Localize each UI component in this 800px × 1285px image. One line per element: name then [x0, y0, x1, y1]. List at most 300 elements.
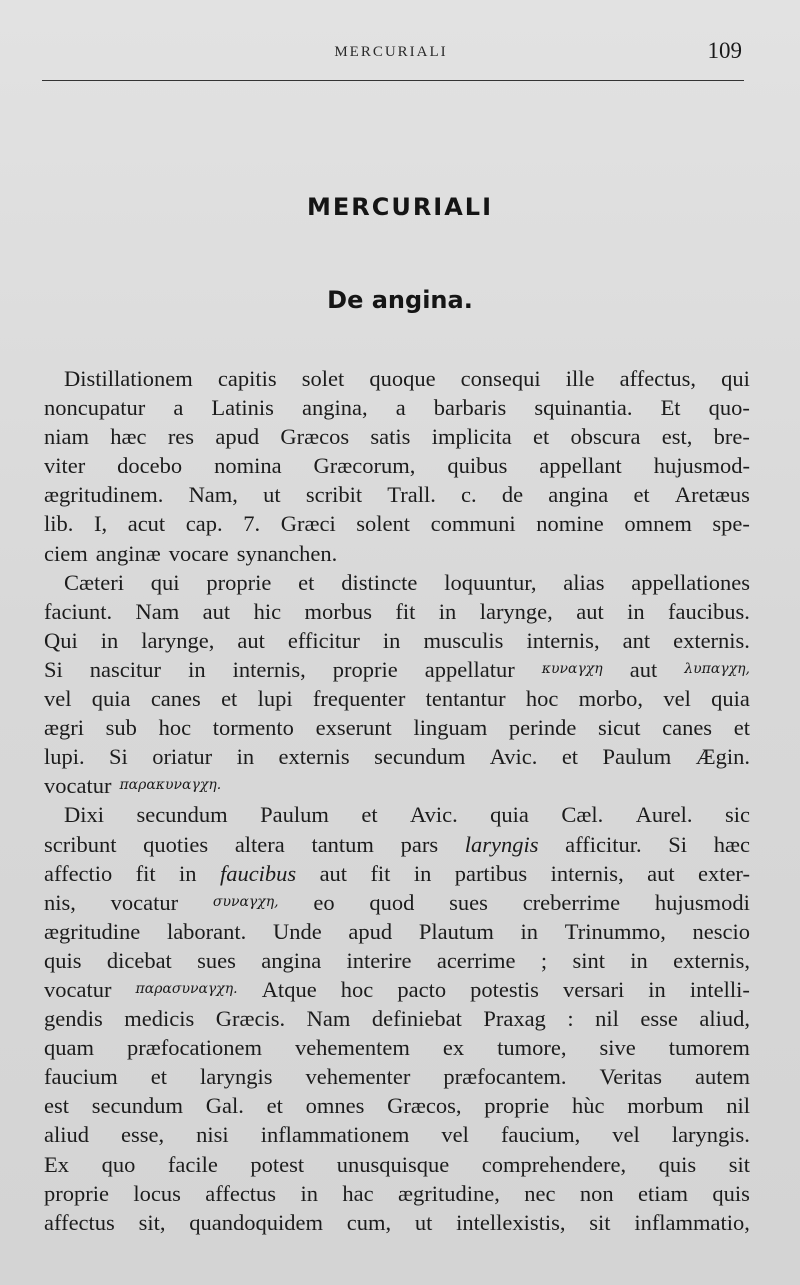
word: est	[44, 1093, 69, 1119]
header-rule	[42, 80, 744, 81]
word: internis,	[232, 656, 306, 682]
word: Nam	[306, 1006, 351, 1032]
word: et	[221, 686, 238, 712]
word: unusquisque	[336, 1151, 450, 1177]
word: acerrime	[436, 947, 516, 973]
word: vehementem	[294, 1035, 410, 1061]
word: scribunt	[44, 831, 117, 857]
word: Si	[109, 744, 128, 770]
word: secundum	[91, 1093, 183, 1119]
word: quam	[44, 1035, 94, 1061]
word: morbo,	[578, 686, 644, 712]
word: aut	[319, 860, 348, 886]
running-head	[40, 36, 742, 76]
word: facile	[167, 1151, 218, 1177]
word: vocatur	[44, 773, 112, 799]
word: quandoquidem	[189, 1209, 323, 1235]
word: sint	[572, 947, 605, 973]
word: angina	[261, 947, 322, 973]
word: nis,	[44, 889, 76, 915]
word: Græcorum,	[313, 453, 416, 479]
word: ægritudine,	[397, 1180, 500, 1206]
word: implicita	[431, 424, 512, 450]
word: angina	[548, 482, 609, 508]
word: vehementer	[305, 1064, 411, 1090]
word: hujusmodi	[654, 889, 750, 915]
word: tentantur	[425, 686, 506, 712]
word: Distillationem	[64, 366, 193, 391]
word: qui	[150, 569, 180, 595]
word: Aretæus	[674, 482, 750, 508]
word: laryngis.	[671, 1122, 750, 1148]
word: et	[561, 744, 579, 770]
text-line	[44, 771, 750, 800]
word: sub	[105, 715, 137, 741]
word: exserunt	[315, 715, 392, 741]
word: scribit	[305, 482, 363, 508]
word: Atque	[261, 976, 317, 1002]
word: interire	[346, 947, 412, 973]
word: acut	[127, 511, 166, 537]
word: sive	[599, 1035, 636, 1061]
word: potestis	[470, 976, 539, 1002]
text-line	[44, 393, 750, 422]
word: aut	[647, 860, 675, 886]
word: locus	[133, 1180, 181, 1206]
word: Avic.	[489, 744, 538, 770]
word: inflammationem	[260, 1122, 410, 1148]
word: intelli-	[689, 976, 750, 1002]
word: appellant	[539, 453, 622, 479]
word: pacto	[397, 976, 447, 1002]
word: versari	[563, 976, 625, 1002]
word: larynge,	[141, 627, 215, 653]
word: nescio	[692, 918, 750, 944]
word: hoc	[525, 686, 559, 712]
word: ;	[540, 947, 548, 973]
word: aut	[202, 598, 231, 624]
word: loquuntur,	[444, 569, 537, 595]
word: larynge,	[479, 598, 553, 624]
word: appellationes	[631, 569, 750, 595]
word: internis,	[526, 627, 600, 653]
word: Qui	[44, 627, 78, 653]
word: et	[733, 715, 750, 741]
word: quis	[44, 947, 82, 973]
word: faucibus.	[668, 598, 750, 624]
word: laryngis	[199, 1064, 273, 1090]
text-line	[44, 1120, 750, 1149]
word: omnes	[305, 1093, 365, 1119]
word: comprehendere,	[481, 1151, 627, 1177]
greek-term: παρασυναγχη.	[135, 980, 238, 997]
word: ant	[622, 627, 651, 653]
word: sit	[589, 1209, 611, 1235]
word: aut	[629, 656, 658, 682]
word: in	[236, 744, 255, 770]
word: synanchen.	[236, 540, 338, 566]
word: hæc	[110, 424, 147, 450]
word: aut	[237, 627, 265, 653]
word: et	[633, 482, 650, 508]
word: in	[188, 656, 206, 682]
word: Latinis	[211, 395, 274, 421]
greek-term: παρακυναγχη.	[119, 777, 222, 794]
word: squinantia.	[534, 395, 633, 421]
word: distincte	[341, 569, 418, 595]
word: partibus	[454, 860, 528, 886]
word: efficitur	[287, 627, 360, 653]
word: morbum	[627, 1093, 704, 1119]
word: ex	[442, 1035, 465, 1061]
word: hujusmod-	[653, 453, 750, 479]
text-line	[44, 422, 750, 451]
word: affectus	[44, 1209, 115, 1235]
word: Si	[668, 831, 688, 857]
word: hic	[253, 598, 282, 624]
word: tumorem	[668, 1035, 750, 1061]
text-line	[44, 684, 750, 713]
word: canes	[662, 715, 713, 741]
word: Trall.	[387, 482, 436, 508]
word: ut	[263, 482, 281, 508]
word: Trinummo,	[564, 918, 666, 944]
word: spe-	[712, 511, 750, 537]
word: Plautum	[418, 918, 494, 944]
word: faciunt.	[44, 598, 113, 624]
word: exter-	[697, 860, 750, 886]
word: quod	[369, 889, 415, 915]
word: appellatur	[424, 656, 515, 682]
word: quis	[712, 1180, 750, 1206]
word: Græcis.	[215, 1006, 286, 1032]
text-line	[44, 364, 750, 393]
word: vel	[612, 1122, 640, 1148]
word: sues	[197, 947, 236, 973]
word: externis,	[673, 947, 750, 973]
word: potest	[250, 1151, 305, 1177]
word: Praxag	[483, 1006, 546, 1032]
word: Avic.	[410, 802, 458, 828]
word: proprie	[206, 569, 272, 595]
word: quo	[101, 1151, 136, 1177]
word: alias	[563, 569, 605, 595]
word: secundum	[136, 802, 228, 828]
text-line	[44, 917, 750, 946]
word: canes	[150, 686, 201, 712]
word: sicut	[597, 715, 641, 741]
word: nisi	[196, 1122, 229, 1148]
word: :	[567, 1006, 574, 1032]
word: ægri	[44, 715, 85, 741]
word: vel	[441, 1122, 469, 1148]
word: et	[150, 1064, 167, 1090]
word: pars	[400, 831, 439, 857]
text-line	[44, 1150, 750, 1179]
text-line	[44, 1004, 750, 1033]
word: inflammatio,	[634, 1209, 750, 1235]
word: aut	[576, 598, 604, 624]
word: nomine	[536, 511, 604, 537]
word: musculis	[423, 627, 504, 653]
text-line	[44, 1208, 750, 1237]
word: quo-	[708, 395, 750, 421]
word: quoties	[143, 831, 209, 857]
word: capitis	[217, 366, 277, 391]
word: in	[413, 860, 432, 886]
word: c.	[461, 482, 477, 508]
text-line	[44, 713, 750, 742]
body-text	[44, 364, 750, 1237]
word: apud	[348, 918, 393, 944]
word: proprie	[332, 656, 398, 682]
word: et	[532, 424, 550, 450]
word: sit	[728, 1151, 750, 1177]
word: hoc	[158, 715, 192, 741]
word: et	[361, 802, 378, 828]
word: obscura	[570, 424, 641, 450]
word: vocare	[168, 540, 229, 566]
word: qui	[721, 366, 750, 391]
word: Paulum	[602, 744, 672, 770]
word: proprie	[484, 1093, 550, 1119]
word: præfocantem.	[443, 1064, 567, 1090]
word: in	[630, 947, 648, 973]
word: laryngis	[464, 831, 539, 857]
word: vocatur	[110, 889, 179, 915]
text-line	[44, 888, 750, 917]
word: externis.	[673, 627, 750, 653]
word: etiam	[638, 1180, 688, 1206]
word: quia	[91, 686, 131, 712]
word: niam	[44, 424, 89, 450]
word: Paulum	[260, 802, 329, 828]
text-line	[44, 626, 750, 655]
word: affectio	[44, 860, 113, 886]
text-line	[44, 1062, 750, 1091]
word: dicebat	[106, 947, 172, 973]
word: tormento	[212, 715, 294, 741]
text-line	[44, 509, 750, 538]
word: fit	[370, 860, 391, 886]
word: noncupatur	[44, 395, 146, 421]
word: esse,	[121, 1122, 165, 1148]
word: communi	[430, 511, 516, 537]
word: medicis	[124, 1006, 195, 1032]
greek-term: κυναγχη	[541, 660, 603, 677]
text-line	[44, 859, 750, 888]
word: fit	[135, 860, 156, 886]
word: in	[179, 860, 197, 886]
word: lib.	[44, 511, 74, 537]
word: morbus	[304, 598, 372, 624]
word: intellexistis,	[456, 1209, 566, 1235]
word: creberrime	[522, 889, 621, 915]
word: autem	[695, 1064, 750, 1090]
word: in	[382, 627, 401, 653]
word: Si	[44, 656, 63, 682]
chapter-title: MERCURIALI	[306, 193, 494, 221]
text-line	[44, 975, 750, 1004]
word: quia	[490, 802, 529, 828]
word: in	[438, 598, 457, 624]
word: perinde	[508, 715, 577, 741]
word: quibus	[447, 453, 508, 479]
text-line	[44, 568, 750, 597]
word: nomina	[214, 453, 282, 479]
word: faucium	[44, 1064, 118, 1090]
word: consequi	[460, 366, 541, 391]
word: tumore,	[497, 1035, 567, 1061]
word: hoc	[340, 976, 374, 1002]
word: eo	[313, 889, 335, 915]
word: et	[266, 1093, 283, 1119]
text-line	[44, 946, 750, 975]
text-line	[44, 451, 750, 480]
word: nil	[726, 1093, 750, 1119]
word: nil	[595, 1006, 619, 1032]
word: sic	[724, 802, 750, 828]
word: lupi	[257, 686, 293, 712]
word: sit,	[138, 1209, 166, 1235]
word: affectus	[205, 1180, 277, 1206]
page-number: 109	[707, 38, 742, 63]
word: Græcos	[280, 424, 350, 450]
text-line	[44, 597, 750, 626]
word: Ægin.	[695, 744, 750, 770]
word: cum,	[346, 1209, 392, 1235]
word: nascitur	[89, 656, 162, 682]
text-line	[44, 539, 750, 568]
word: ciem	[44, 540, 88, 566]
word: Cæl.	[561, 802, 604, 828]
word: est,	[661, 424, 693, 450]
word: bre-	[713, 424, 750, 450]
word: vel	[663, 686, 691, 712]
word: a	[395, 395, 406, 421]
word: Unde	[272, 918, 322, 944]
word: 7.	[243, 511, 261, 537]
word: apud	[215, 424, 260, 450]
word: Et	[660, 395, 681, 421]
word: hac	[342, 1180, 374, 1206]
word: quis	[658, 1151, 697, 1177]
word: Nam,	[188, 482, 238, 508]
word: fit	[395, 598, 416, 624]
word: definiebat	[371, 1006, 462, 1032]
word: viter	[44, 453, 86, 479]
word: ut	[414, 1209, 433, 1235]
word: Græci	[280, 511, 336, 537]
word: aliud	[44, 1122, 89, 1148]
word: frequenter	[312, 686, 406, 712]
word: gendis	[44, 1006, 103, 1032]
text-line	[44, 742, 750, 771]
word: hæc	[713, 831, 750, 857]
text-line	[44, 800, 750, 829]
word: angina,	[302, 395, 368, 421]
word: linguam	[413, 715, 488, 741]
text-line	[44, 480, 750, 509]
word: ægritudinem.	[44, 482, 164, 508]
text-line	[44, 1091, 750, 1120]
word: omnem	[624, 511, 692, 537]
word: in	[627, 598, 645, 624]
word: solet	[301, 366, 345, 391]
word: a	[173, 395, 184, 421]
word: externis	[278, 744, 350, 770]
word: in	[300, 1180, 318, 1206]
word: esse	[640, 1006, 678, 1032]
word: tantum	[311, 831, 374, 857]
word: barbaris	[433, 395, 507, 421]
section-title: De angina.	[327, 286, 473, 314]
text-line	[44, 1179, 750, 1208]
word: I,	[93, 511, 108, 537]
greek-term: λυπαγχη,	[684, 660, 750, 677]
word: docebo	[117, 453, 183, 479]
word: Nam	[135, 598, 180, 624]
word: hùc	[571, 1093, 605, 1119]
word: nec	[524, 1180, 556, 1206]
word: internis,	[550, 860, 624, 886]
word: lupi.	[44, 744, 85, 770]
word: Aurel.	[635, 802, 693, 828]
word: Græcos,	[387, 1093, 462, 1119]
word: Cæteri	[64, 569, 124, 595]
word: proprie	[44, 1180, 109, 1206]
text-line	[44, 655, 750, 684]
word: non	[579, 1180, 614, 1206]
word: præfocationem	[126, 1035, 262, 1061]
word: vocatur	[44, 976, 112, 1002]
word: secundum	[374, 744, 466, 770]
text-line	[44, 1033, 750, 1062]
word: anginæ	[95, 540, 161, 566]
word: ægritudine	[44, 918, 141, 944]
word: solent	[356, 511, 411, 537]
word: quoque	[369, 366, 436, 391]
word: in	[100, 627, 119, 653]
word: in	[648, 976, 666, 1002]
word: affectus,	[619, 366, 697, 391]
text-line	[44, 830, 750, 859]
word: ille	[565, 366, 595, 391]
word: faucium,	[500, 1122, 581, 1148]
word: quia	[711, 686, 750, 712]
word: Veritas	[599, 1064, 662, 1090]
word: res	[167, 424, 195, 450]
word: Gal.	[205, 1093, 244, 1119]
word: cap.	[185, 511, 223, 537]
word: satis	[370, 424, 411, 450]
word: in	[520, 918, 539, 944]
word: afficitur.	[565, 831, 642, 857]
word: aliud,	[699, 1006, 750, 1032]
word: sues	[449, 889, 488, 915]
greek-term: συναγχη,	[212, 893, 279, 910]
word: Dixi	[64, 802, 105, 828]
word: et	[298, 569, 315, 595]
word: Ex	[44, 1151, 69, 1177]
word: vel	[44, 686, 72, 712]
word: altera	[234, 831, 285, 857]
word: faucibus	[219, 860, 297, 886]
word: laborant.	[166, 918, 247, 944]
running-title: MERCURIALI	[334, 44, 448, 60]
word: oriatur	[152, 744, 213, 770]
word: de	[501, 482, 524, 508]
